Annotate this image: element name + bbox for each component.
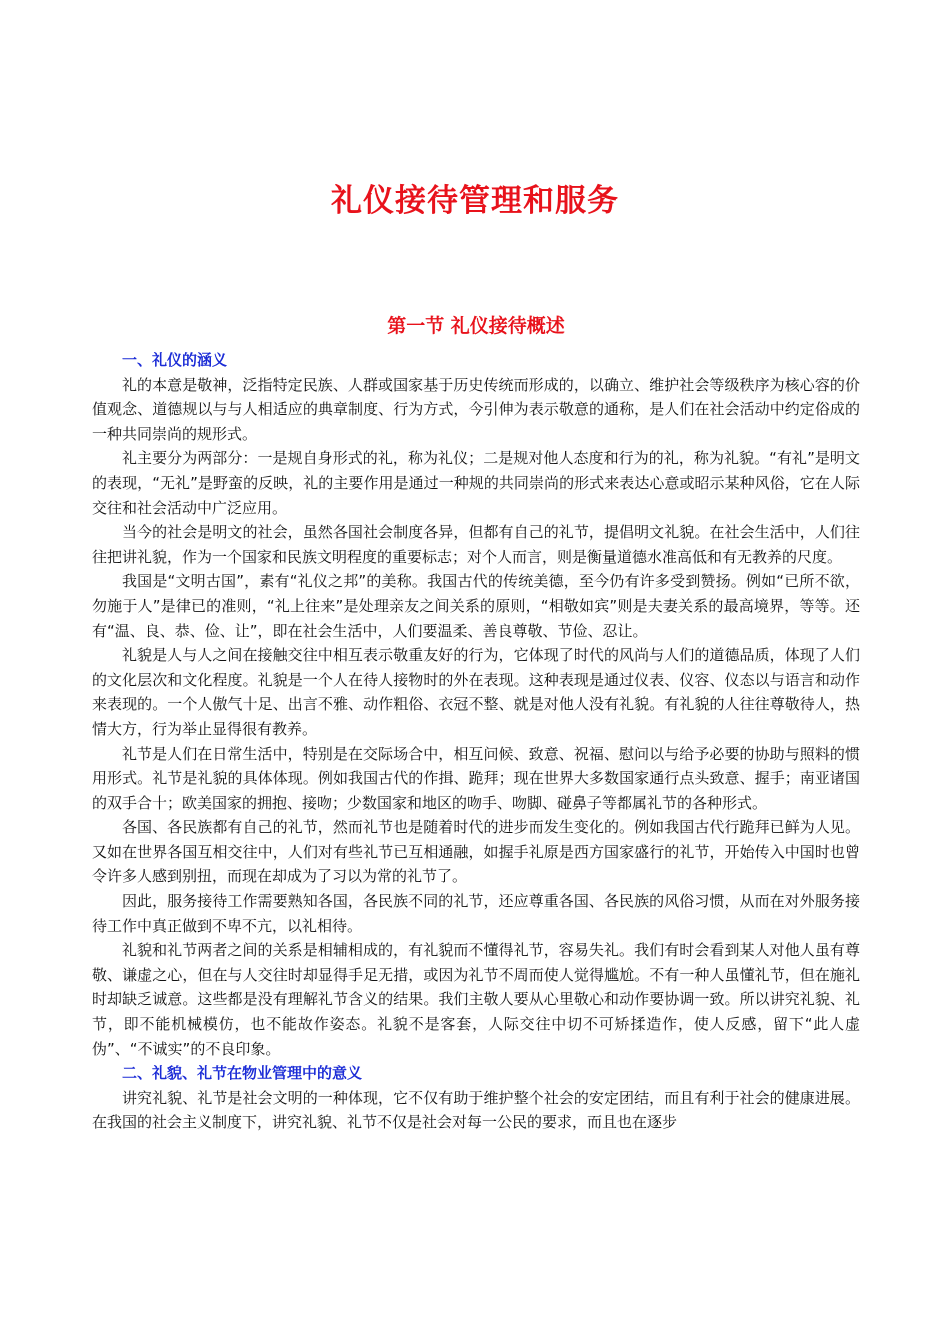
paragraph: 礼主要分为两部分：一是规自身形式的礼，称为礼仪；二是规对他人态度和行为的礼，称为礼貌。“有礼”是明文的表现，“无礼”是野蛮的反映，礼的主要作用是通过一种规的共同崇尚的形式来表达心意或昭示某种风俗，它在人际交往和社会活动中广泛应用。 — [92, 449, 860, 517]
paragraph: 当今的社会是明文的社会，虽然各国社会制度各异，但都有自己的礼节，提倡明文礼貌。在社会生活中，人们往往把讲礼貌，作为一个国家和民族文明程度的重要标志；对个人而言，则是衡量道德水准高低和有无教养的尺度。 — [92, 523, 860, 566]
paragraph: 礼节是人们在日常生活中，特别是在交际场合中，相互问候、致意、祝福、慰问以与给予必要的协助与照料的惯用形式。礼节是礼貌的具体体现。例如我国古代的作揖、跪拜；现在世界大多数国家通行点头致意、握手；南亚诸国的双手合十；欧美国家的拥抱、接吻；少数国家和地区的吻手、吻脚、碰鼻子等都属礼节的各种形式。 — [92, 744, 860, 812]
section-title: 第一节 礼仪接待概述 — [387, 315, 565, 337]
document-body — [92, 310, 860, 1135]
paragraph: 各国、各民族都有自己的礼节，然而礼节也是随着时代的进步而发生变化的。例如我国古代行跪拜已鲜为人见。又如在世界各国互相交往中，人们对有些礼节已互相通融，如握手礼原是西方国家盛行的礼节，开始传入中国时也曾令许多人感到别扭，而现在却成为了习以为常的礼节了。 — [92, 818, 860, 886]
paragraph: 礼的本意是敬神，泛指特定民族、人群或国家基于历史传统而形成的，以确立、维护社会等级秩序为核心容的价值观念、道德规以与与人相适应的典章制度、行为方式，今引伸为表示敬意的通称，是人们在社会活动中约定俗成的一种共同崇尚的规形式。 — [92, 375, 860, 443]
paragraph: 因此，服务接待工作需要熟知各国，各民族不同的礼节，还应尊重各国、各民族的风俗习惯，从而在对外服务接待工作中真正做到不卑不亢，以礼相待。 — [92, 892, 860, 935]
heading-meaning-of-etiquette: 一、礼仪的涵义 — [122, 351, 228, 369]
paragraph: 礼貌和礼节两者之间的关系是相辅相成的，有礼貌而不懂得礼节，容易失礼。我们有时会看到某人对他人虽有尊敬、谦虚之心，但在与人交往时却显得手足无措，或因为礼节不周而使人觉得尴尬。不有一种人虽懂礼节，但在施礼时却缺乏诚意。这些都是没有理解礼节含义的结果。我们主敬人要从心里敬心和动作要协调一致。所以讲究礼貌、礼节，即不能机械模仿，也不能故作姿态。礼貌不是客套，人际交往中切不可矫揉造作，使人反感，留下“此人虚伪”、“不诚实”的不良印象。 — [92, 941, 860, 1058]
heading-significance-in-property-management: 二、礼貌、礼节在物业管理中的意义 — [122, 1064, 363, 1083]
paragraph: 礼貌是人与人之间在接触交往中相互表示敬重友好的行为，它体现了时代的风尚与人们的道德品质，体现了人们的文化层次和文化程度。礼貌是一个人在待人接物时的外在表现。这种表现是通过仪表、仪容、仪态以与语言和动作来表现的。一个人傲气十足、出言不雅、动作粗俗、衣冠不整、就是对他人没有礼貌。有礼貌的人往往尊敬待人，热情大方，行为举止显得很有教养。 — [92, 646, 860, 738]
paragraph: 讲究礼貌、礼节是社会文明的一种体现，它不仅有助于维护整个社会的安定团结，而且有利于社会的健康进展。在我国的社会主义制度下，讲究礼貌、礼节不仅是社会对每一公民的要求，而且也在逐步 — [92, 1088, 860, 1132]
document-title: 礼仪接待管理和服务 — [331, 183, 619, 219]
paragraph: 我国是“文明古国”，素有“礼仪之邦”的美称。我国古代的传统美德，至今仍有许多受到赞扬。例如“已所不欲，勿施于人”是律已的准则，“礼上往来”是处理亲友之间关系的原则，“相敬如宾”则是夫妻关系的最高境界，等等。还有“温、良、恭、俭、让”，即在社会生活中，人们要温柔、善良尊敬、节俭、忍让。 — [92, 572, 860, 640]
